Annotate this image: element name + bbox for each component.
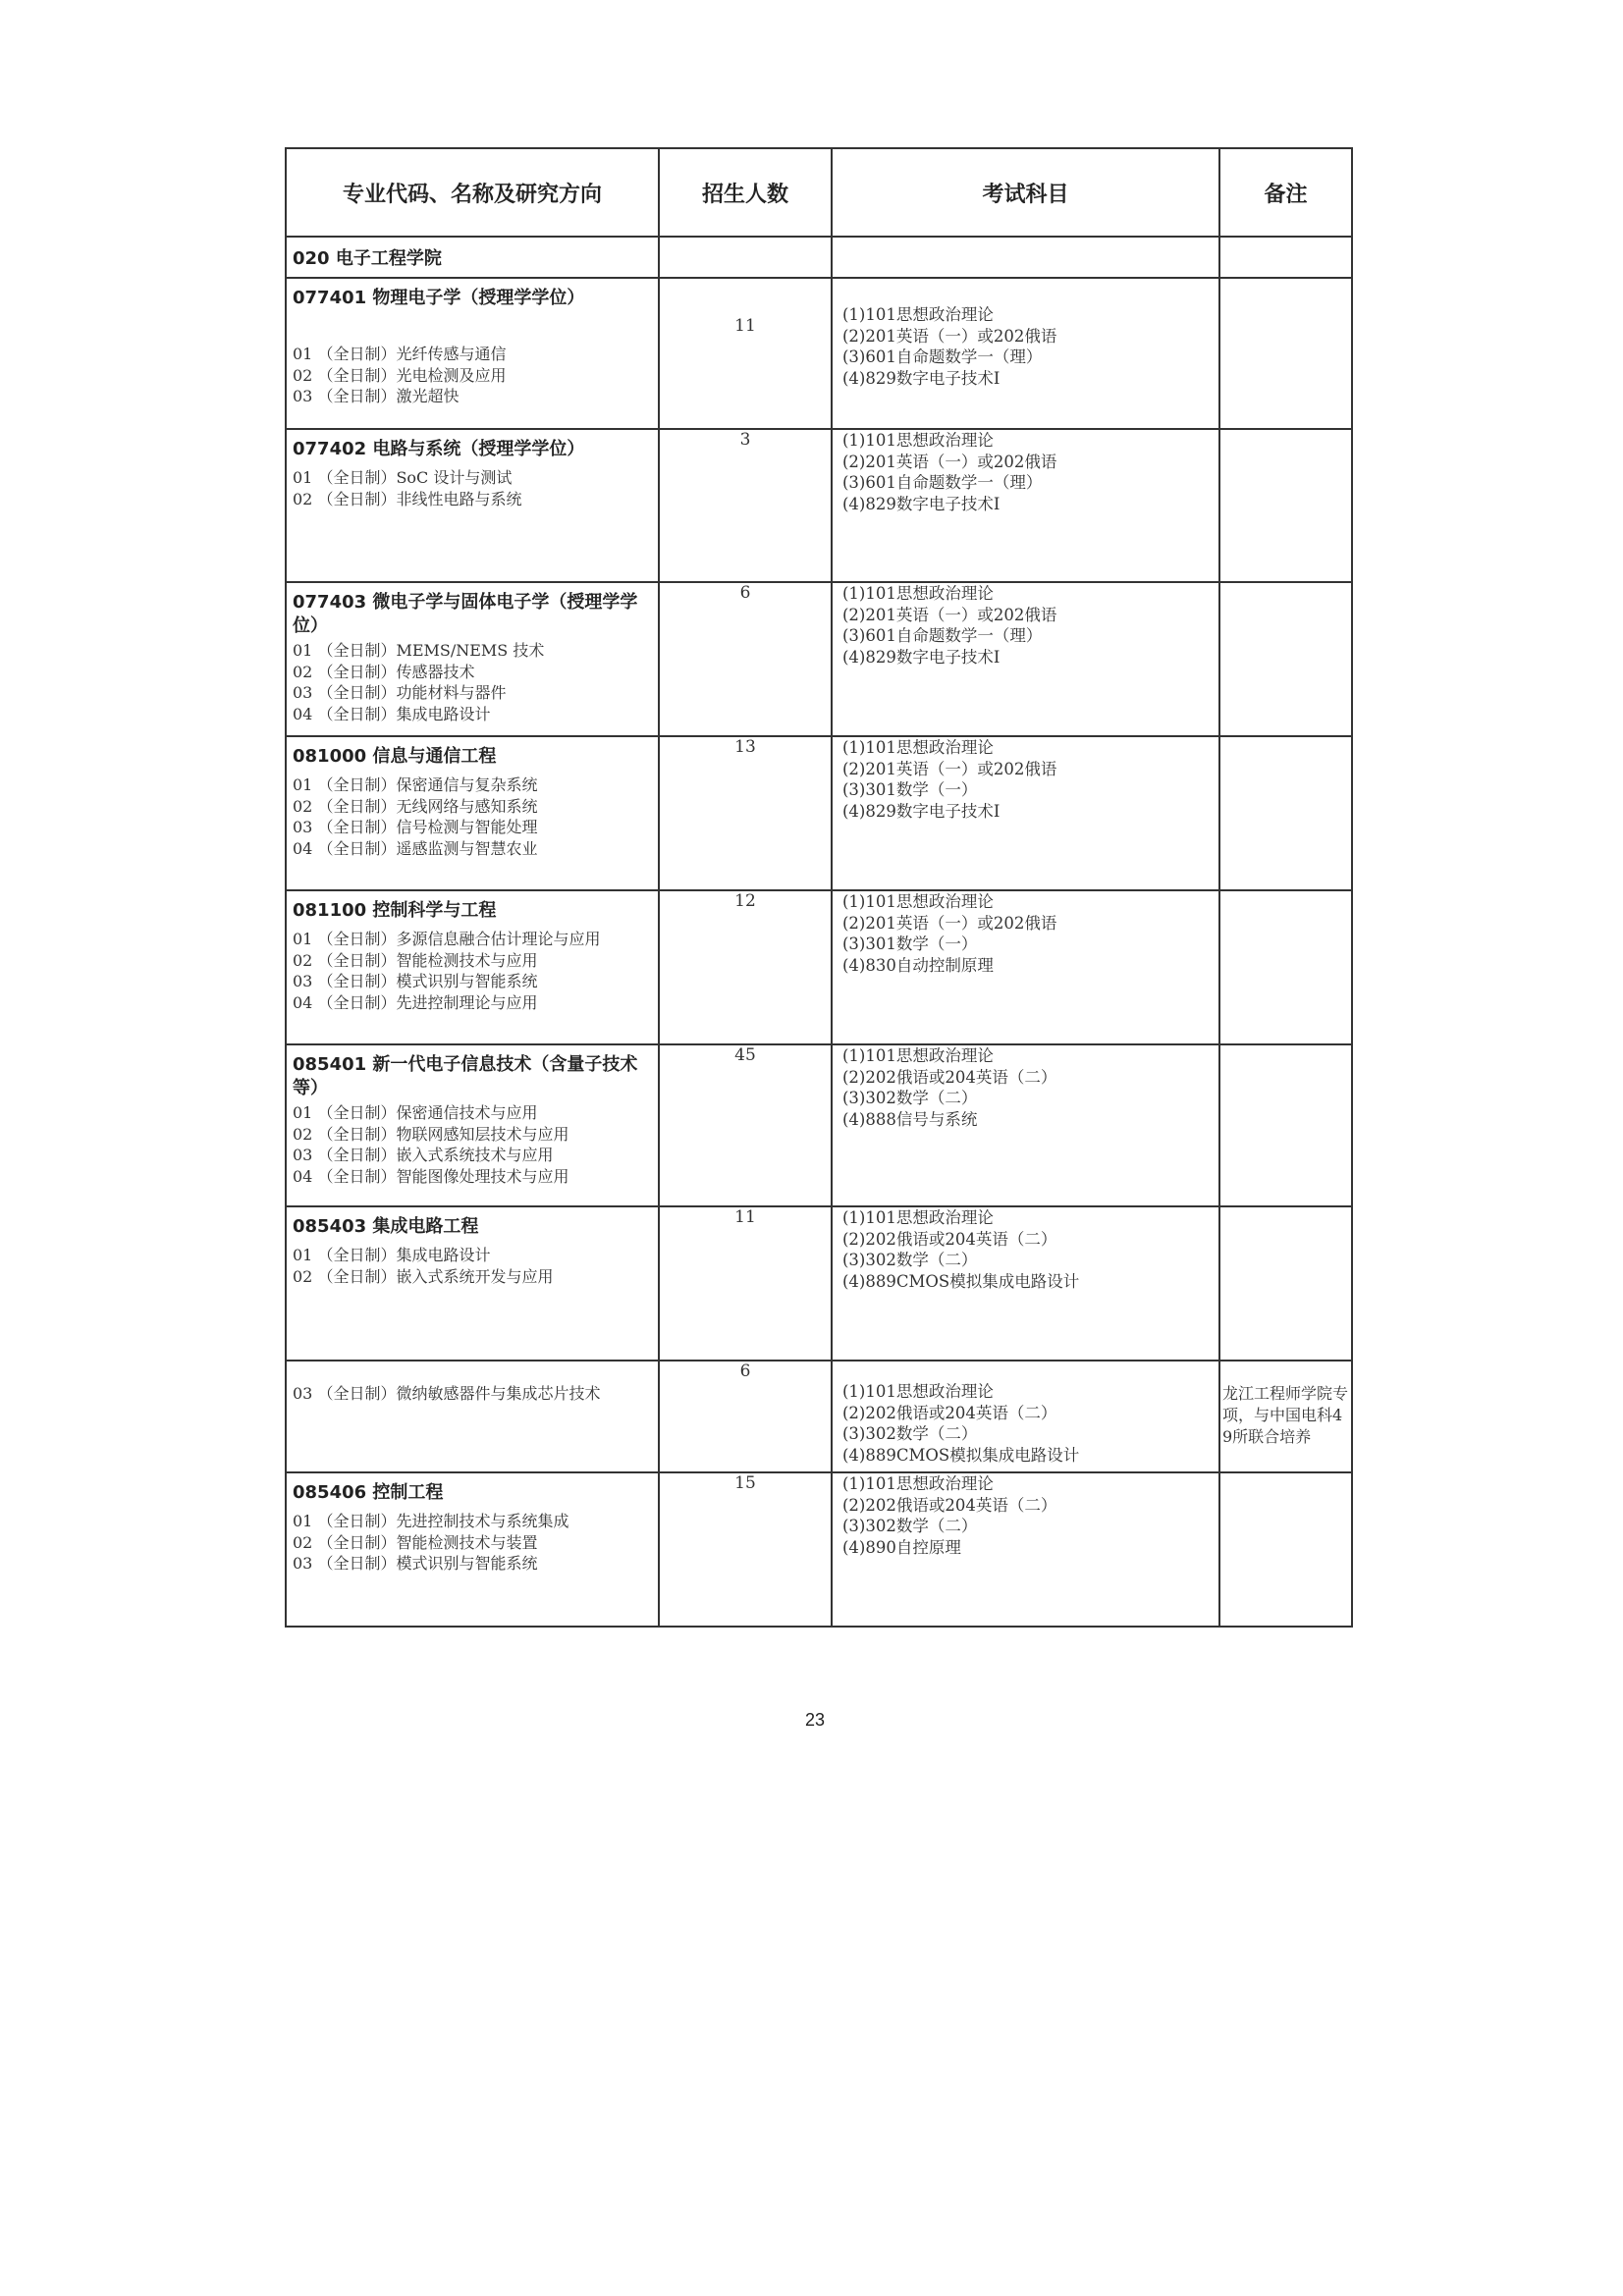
enrollment-count: 15 <box>659 1472 832 1627</box>
direction-item: 02 （全日制）非线性电路与系统 <box>293 489 522 508</box>
header-exam: 考试科目 <box>832 148 1219 237</box>
exam-subject: (3)601自命题数学一（理） <box>842 347 1043 366</box>
exam-subject: (1)101思想政治理论 <box>842 738 994 757</box>
exam-subject: (3)601自命题数学一（理） <box>842 473 1043 492</box>
direction-item: 02 （全日制）智能检测技术与装置 <box>293 1532 538 1552</box>
enrollment-count: 3 <box>659 429 832 582</box>
major-title: 081000 信息与通信工程 <box>293 746 497 767</box>
exam-subject: (1)101思想政治理论 <box>842 1046 994 1065</box>
exam-subject: (1)101思想政治理论 <box>842 431 994 450</box>
exam-subject: (2)201英语（一）或202俄语 <box>842 913 1057 933</box>
table-row <box>286 736 1352 890</box>
direction-item: 02 （全日制）无线网络与感知系统 <box>293 796 538 816</box>
enrollment-count: 13 <box>659 736 832 890</box>
enrollment-count: 12 <box>659 890 832 1044</box>
direction-item: 04 （全日制）集成电路设计 <box>293 704 491 723</box>
direction-item: 03 （全日制）模式识别与智能系统 <box>293 1554 538 1573</box>
remark <box>1220 279 1351 300</box>
exam-subject: (4)830自动控制原理 <box>842 955 994 975</box>
direction-item: 03 （全日制）模式识别与智能系统 <box>293 972 538 990</box>
major-title: 077401 物理电子学（授理学学位） <box>293 288 585 308</box>
major-title: 081100 控制科学与工程 <box>293 900 497 921</box>
major-title: 077403 微电子学与固体电子学（授理学学位） <box>293 592 638 636</box>
exam-subject: (3)302数学（二） <box>842 1424 978 1443</box>
department-row <box>286 237 1352 278</box>
major-title: 085403 集成电路工程 <box>293 1216 479 1237</box>
remark <box>1220 1207 1351 1229</box>
exam-subject: (2)201英语（一）或202俄语 <box>842 605 1057 624</box>
direction-item: 03 （全日制）嵌入式系统技术与应用 <box>293 1146 554 1164</box>
table-row <box>286 1472 1352 1627</box>
remark <box>1220 891 1351 913</box>
table-row <box>286 890 1352 1044</box>
exam-subject: (1)101思想政治理论 <box>842 1208 994 1227</box>
exam-subject: (4)890自控原理 <box>842 1537 961 1557</box>
major-title: 085401 新一代电子信息技术（含量子技术等） <box>293 1054 638 1098</box>
exam-subject: (2)201英语（一）或202俄语 <box>842 759 1057 778</box>
direction-item: 04 （全日制）先进控制理论与应用 <box>293 992 538 1012</box>
exam-subject: (2)202俄语或204英语（二） <box>842 1495 1057 1515</box>
exam-subject: (2)202俄语或204英语（二） <box>842 1067 1057 1087</box>
table-row <box>286 582 1352 736</box>
header-row <box>286 148 1352 237</box>
enrollment-count: 6 <box>659 1361 832 1472</box>
exam-subject: (3)302数学（二） <box>842 1517 978 1535</box>
table-row <box>286 1044 1352 1206</box>
exam-subject: (2)201英语（一）或202俄语 <box>842 452 1057 471</box>
exam-subject: (4)889CMOS模拟集成电路设计 <box>842 1271 1080 1291</box>
table-row <box>286 1361 1352 1472</box>
exam-subject: (3)302数学（二） <box>842 1251 978 1269</box>
exam-subject: (2)202俄语或204英语（二） <box>842 1403 1057 1422</box>
table-row <box>286 1206 1352 1361</box>
exam-subject: (4)829数字电子技术I <box>842 494 1001 513</box>
exam-subject: (4)888信号与系统 <box>842 1109 978 1129</box>
remark: 龙江工程师学院专项，与中国电科49所联合培养 <box>1222 1384 1349 1446</box>
remark <box>1220 1045 1351 1067</box>
direction-item: 01 （全日制）保密通信与复杂系统 <box>293 775 538 794</box>
enrollment-count: 6 <box>659 582 832 736</box>
direction-item: 01 （全日制）集成电路设计 <box>293 1246 491 1264</box>
enrollment-table <box>285 147 1353 1628</box>
exam-subject: (2)201英语（一）或202俄语 <box>842 326 1057 346</box>
exam-subject: (3)601自命题数学一（理） <box>842 626 1043 645</box>
enrollment-count: 11 <box>659 1206 832 1361</box>
exam-subject: (3)301数学（一） <box>842 780 978 799</box>
exam-subject: (1)101思想政治理论 <box>842 584 994 603</box>
remark <box>1220 737 1351 759</box>
direction-item: 02 （全日制）嵌入式系统开发与应用 <box>293 1266 554 1286</box>
exam-subject: (3)302数学（二） <box>842 1089 978 1107</box>
exam-subject: (1)101思想政治理论 <box>842 305 994 324</box>
direction-item: 02 （全日制）传感器技术 <box>293 662 475 681</box>
direction-item: 02 （全日制）光电检测及应用 <box>293 365 507 385</box>
direction-item: 03 （全日制）微纳敏感器件与集成芯片技术 <box>293 1384 601 1403</box>
direction-item: 03 （全日制）激光超快 <box>293 387 460 405</box>
direction-item: 02 （全日制）智能检测技术与应用 <box>293 950 538 970</box>
direction-item: 04 （全日制）遥感监测与智慧农业 <box>293 838 538 858</box>
direction-item: 03 （全日制）功能材料与器件 <box>293 683 507 702</box>
remark <box>1220 1473 1351 1495</box>
department-name: 020 电子工程学院 <box>293 248 442 269</box>
header-count: 招生人数 <box>659 148 832 237</box>
enrollment-count: 45 <box>659 1044 832 1206</box>
direction-item: 01 （全日制）光纤传感与通信 <box>293 345 507 363</box>
remark <box>1220 583 1351 605</box>
table-row <box>286 429 1352 582</box>
enrollment-count: 11 <box>659 278 832 429</box>
exam-subject: (4)829数字电子技术I <box>842 368 1001 388</box>
header-major: 专业代码、名称及研究方向 <box>286 148 659 237</box>
direction-item: 02 （全日制）物联网感知层技术与应用 <box>293 1124 569 1144</box>
exam-subject: (1)101思想政治理论 <box>842 892 994 911</box>
major-title: 085406 控制工程 <box>293 1482 444 1503</box>
table-row <box>286 278 1352 429</box>
direction-item: 03 （全日制）信号检测与智能处理 <box>293 818 538 836</box>
direction-item: 01 （全日制）先进控制技术与系统集成 <box>293 1512 569 1530</box>
exam-subject: (1)101思想政治理论 <box>842 1382 994 1401</box>
exam-subject: (3)301数学（一） <box>842 934 978 953</box>
major-title: 077402 电路与系统（授理学学位） <box>293 439 585 459</box>
direction-item: 01 （全日制）多源信息融合估计理论与应用 <box>293 930 601 948</box>
header-note: 备注 <box>1219 148 1352 237</box>
direction-item: 01 （全日制）SoC 设计与测试 <box>293 468 513 487</box>
exam-subject: (4)829数字电子技术I <box>842 647 1001 667</box>
exam-subject: (4)889CMOS模拟集成电路设计 <box>842 1445 1080 1465</box>
remark <box>1220 430 1351 452</box>
page-number: 23 <box>804 1710 826 1730</box>
exam-subject: (4)829数字电子技术I <box>842 801 1001 821</box>
direction-item: 01 （全日制）保密通信技术与应用 <box>293 1103 538 1122</box>
direction-item: 01 （全日制）MEMS/NEMS 技术 <box>293 641 545 660</box>
direction-item: 04 （全日制）智能图像处理技术与应用 <box>293 1166 569 1186</box>
exam-subject: (2)202俄语或204英语（二） <box>842 1229 1057 1249</box>
exam-subject: (1)101思想政治理论 <box>842 1474 994 1493</box>
